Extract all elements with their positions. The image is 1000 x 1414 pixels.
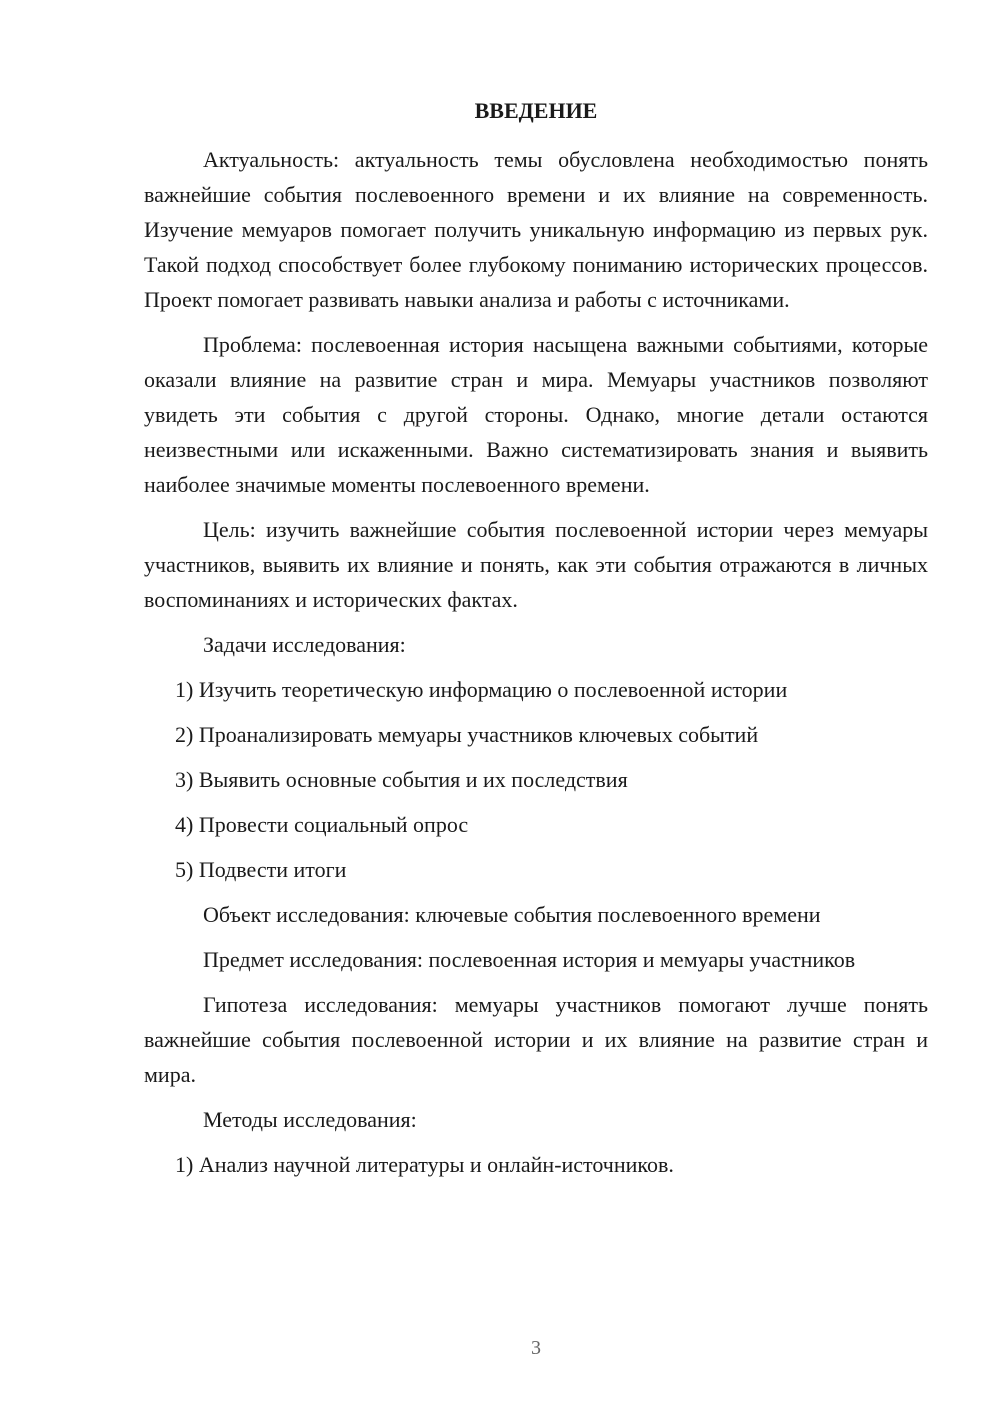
section-heading: ВВЕДЕНИЕ xyxy=(474,98,598,123)
task-item-1: 1) Изучить теоретическую информацию о послевоенной истории xyxy=(175,677,788,702)
task-item-5: 5) Подвести итоги xyxy=(175,857,347,882)
subject-paragraph: Предмет исследования: послевоенная история и мемуары участников xyxy=(203,947,856,972)
tasks-title: Задачи исследования: xyxy=(203,632,406,657)
hypothesis-paragraph: Гипотеза исследования: мемуары участников помогают лучше понять важнейшие события послевоенной истории и их влияние на развитие стран и мира. xyxy=(144,992,928,1087)
method-item-1: 1) Анализ научной литературы и онлайн-источников. xyxy=(175,1152,674,1177)
task-item-3: 3) Выявить основные события и их последствия xyxy=(175,767,628,792)
document-body xyxy=(144,142,928,1192)
methods-title: Методы исследования: xyxy=(203,1107,417,1132)
goal-paragraph: Цель: изучить важнейшие события послевоенной истории через мемуары участников, выявить их влияние и понять, как эти события отражаются в личных воспоминаниях и исторических фактах. xyxy=(144,517,928,612)
relevance-paragraph: Актуальность: актуальность темы обусловлена необходимостью понять важнейшие события послевоенного времени и их влияние на современность. Изучение мемуаров помогает получить уникальную информацию из первых рук. Такой подход способствует более глубокому пониманию исторических процессов. Проект помогает развивать навыки анализа и работы с источниками. xyxy=(144,147,928,312)
page-number: 3 xyxy=(531,1337,541,1359)
object-paragraph: Объект исследования: ключевые события послевоенного времени xyxy=(203,902,821,927)
problem-paragraph: Проблема: послевоенная история насыщена важными событиями, которые оказали влияние на развитие стран и мира. Мемуары участников позволяют увидеть эти события с другой стороны. Однако, многие детали остаются неизвестными или искаженными. Важно систематизировать знания и выявить наиболее значимые моменты послевоенного времени. xyxy=(144,332,928,497)
task-item-2: 2) Проанализировать мемуары участников ключевых событий xyxy=(175,722,759,747)
task-item-4: 4) Провести социальный опрос xyxy=(175,812,469,837)
